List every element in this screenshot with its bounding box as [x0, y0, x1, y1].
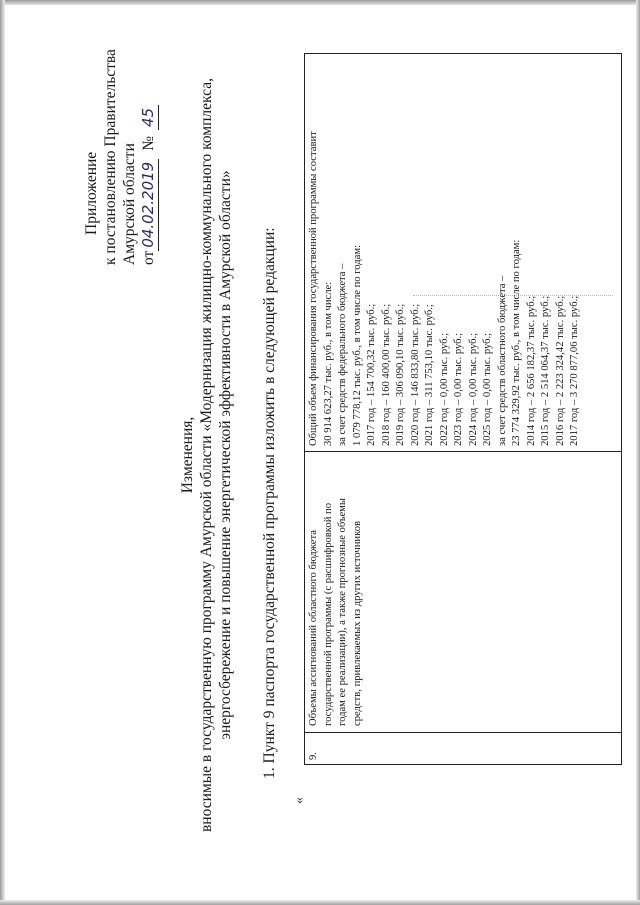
- table-value-line: Общий объем финансирования государственной программы составит: [308, 131, 319, 446]
- appendix-from-prefix: от: [140, 250, 157, 265]
- appendix-label: Приложение: [83, 151, 100, 235]
- table-row-number: 9.: [308, 752, 319, 760]
- table-value-line: 23 774 329,92 тыс. руб., в том числе по годам:: [511, 239, 522, 446]
- table-value-line: 30 914 623,27 тыс. руб., в том числе:: [322, 281, 334, 446]
- table-value-line: 2022 год – 0,00 тыс. руб.;: [438, 332, 450, 446]
- table-name-line: Объемы ассигнований областного бюджета: [308, 530, 319, 726]
- title-heading: Изменения,: [179, 416, 196, 494]
- table-value-line: 2021 год – 311 753,10 тыс. руб.;: [424, 304, 435, 446]
- table-name-line: годам ее реализации), а также прогнозные объемы: [337, 498, 348, 726]
- title-block: [178, 45, 235, 865]
- title-line-2: энергосбережение и повышение энергетической эффективности в Амурской области»: [217, 170, 234, 740]
- appendix-block: [82, 49, 159, 265]
- table-value-line: 2016 год – 2 223 324,42 тыс. руб.;: [554, 295, 566, 446]
- appendix-region: Амурской области: [121, 143, 138, 265]
- appendix-date-handwritten: 04.02.2019: [139, 159, 159, 251]
- table-name-line: средств, привлекаемых из других источников: [351, 521, 363, 726]
- appendix-number-handwritten: 45: [139, 105, 159, 130]
- instruction-text: 1. Пункт 9 паспорта государственной программы изложить в следующей редакции:: [261, 227, 278, 779]
- table-value-line: 2017 год – 154 700,32 тыс. руб.;: [366, 303, 377, 446]
- table-value-line: 2014 год – 2 656 182,37 тыс. руб.;: [525, 295, 537, 446]
- title-line-1: вносимые в государственную программу Амурской области «Модернизация жилищно-коммунального комплекса,: [198, 78, 215, 833]
- table-value-line: 2023 год – 0,00 тыс. руб.;: [453, 332, 464, 446]
- table-values-cell: [307, 131, 583, 446]
- table-col-divider-2: [305, 451, 621, 452]
- table-value-line: 2024 год – 0,00 тыс. руб.;: [467, 332, 479, 446]
- table-value-line: 2017 год – 3 270 877,06 тыс. руб.;: [569, 295, 580, 446]
- passport-table: [304, 53, 622, 765]
- quote-open-mark: «: [292, 797, 307, 804]
- table-value-line: 2018 год – 160 400,00 тыс. руб.;: [380, 303, 392, 446]
- appendix-resolution: к постановлению Правительства: [102, 49, 119, 265]
- appendix-date-number-line: [139, 49, 159, 265]
- table-col-divider-1: [305, 732, 621, 733]
- table-value-line: за счет средств федерального бюджета –: [337, 263, 348, 446]
- table-name-line: государственной программы (с расшифровкой по: [322, 503, 334, 726]
- table-value-line: 2015 год – 2 514 064,37 тыс. руб.;: [540, 295, 551, 446]
- table-value-line: за счет средств областного бюджета –: [496, 275, 508, 446]
- appendix-number-prefix: №: [140, 135, 157, 151]
- table-value-line: 2025 год – 0,00 тыс. руб.;: [482, 332, 493, 446]
- table-value-line: 1 079 778,12 тыс. руб., в том числе по годам:: [351, 244, 363, 446]
- table-value-line: 2020 год – 146 833,80 тыс. руб.;: [409, 303, 421, 446]
- table-value-line: 2019 год – 306 090,10 тыс. руб.;: [395, 303, 406, 446]
- table-name-cell: [307, 476, 365, 726]
